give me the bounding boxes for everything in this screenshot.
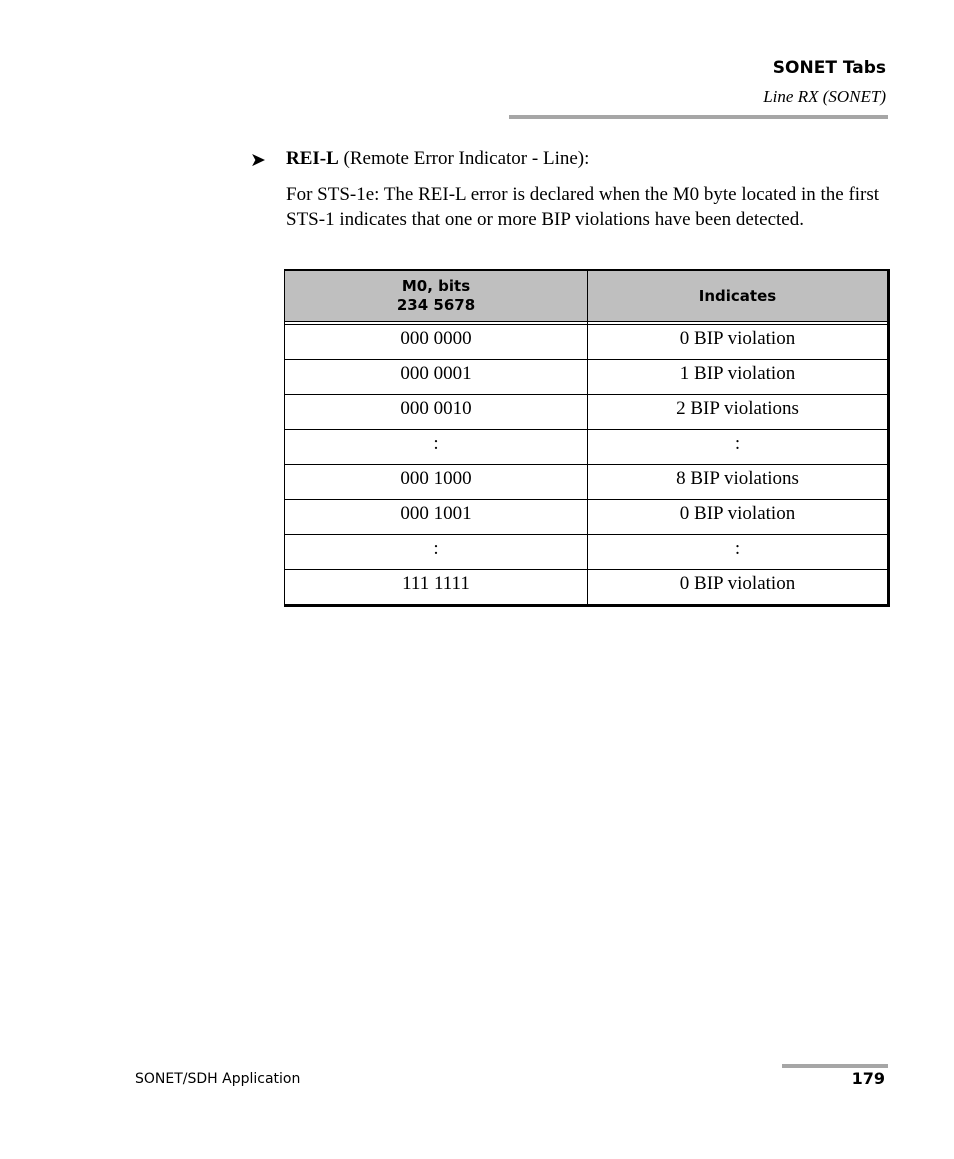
table-header-row xyxy=(285,270,889,322)
table-row xyxy=(285,570,889,606)
table-row xyxy=(285,360,889,395)
table-cell-bits: : xyxy=(285,430,588,465)
table-cell-bits: 000 1001 xyxy=(285,500,588,535)
header-rule xyxy=(509,115,888,119)
table-cell-bits: 111 1111 xyxy=(285,570,588,606)
table-row xyxy=(285,395,889,430)
table-row xyxy=(285,535,889,570)
footer-document-title: SONET/SDH Application xyxy=(135,1071,301,1087)
table-cell-indicates: 1 BIP violation xyxy=(588,360,889,395)
table-cell-bits: 000 0001 xyxy=(285,360,588,395)
page-number: 179 xyxy=(851,1069,885,1088)
table-cell-indicates: : xyxy=(588,535,889,570)
table-cell-indicates: 0 BIP violation xyxy=(588,570,889,606)
bullet-item xyxy=(286,146,589,171)
table-cell-indicates: 0 BIP violation xyxy=(588,500,889,535)
column-header-line-1: M0, bits xyxy=(401,277,471,295)
table-row xyxy=(285,325,889,360)
table-cell-indicates: : xyxy=(588,430,889,465)
column-header-m0-bits xyxy=(285,270,588,322)
arrow-bullet-icon: ➤ xyxy=(250,149,266,171)
footer-rule xyxy=(782,1064,888,1068)
table-row xyxy=(285,465,889,500)
running-header-subtitle: Line RX (SONET) xyxy=(763,87,886,106)
table-cell-bits: : xyxy=(285,535,588,570)
table-cell-bits: 000 0000 xyxy=(285,325,588,360)
body-paragraph: For STS-1e: The REI-L error is declared when the M0 byte located in the first STS-1 indicates that one or more BIP violations have been detected. xyxy=(286,184,880,230)
column-header-line-2: 234 5678 xyxy=(396,296,476,314)
running-header-title: SONET Tabs xyxy=(772,58,886,78)
m0-bits-table xyxy=(284,269,890,607)
column-header-indicates: Indicates xyxy=(588,270,889,322)
table-row xyxy=(285,430,889,465)
table-cell-indicates: 2 BIP violations xyxy=(588,395,889,430)
table-cell-bits: 000 1000 xyxy=(285,465,588,500)
table-cell-indicates: 8 BIP violations xyxy=(588,465,889,500)
bullet-term: REI-L xyxy=(286,148,339,169)
bullet-description: (Remote Error Indicator - Line): xyxy=(338,148,590,169)
table-cell-bits: 000 0010 xyxy=(285,395,588,430)
table-cell-indicates: 0 BIP violation xyxy=(588,325,889,360)
table-row xyxy=(285,500,889,535)
